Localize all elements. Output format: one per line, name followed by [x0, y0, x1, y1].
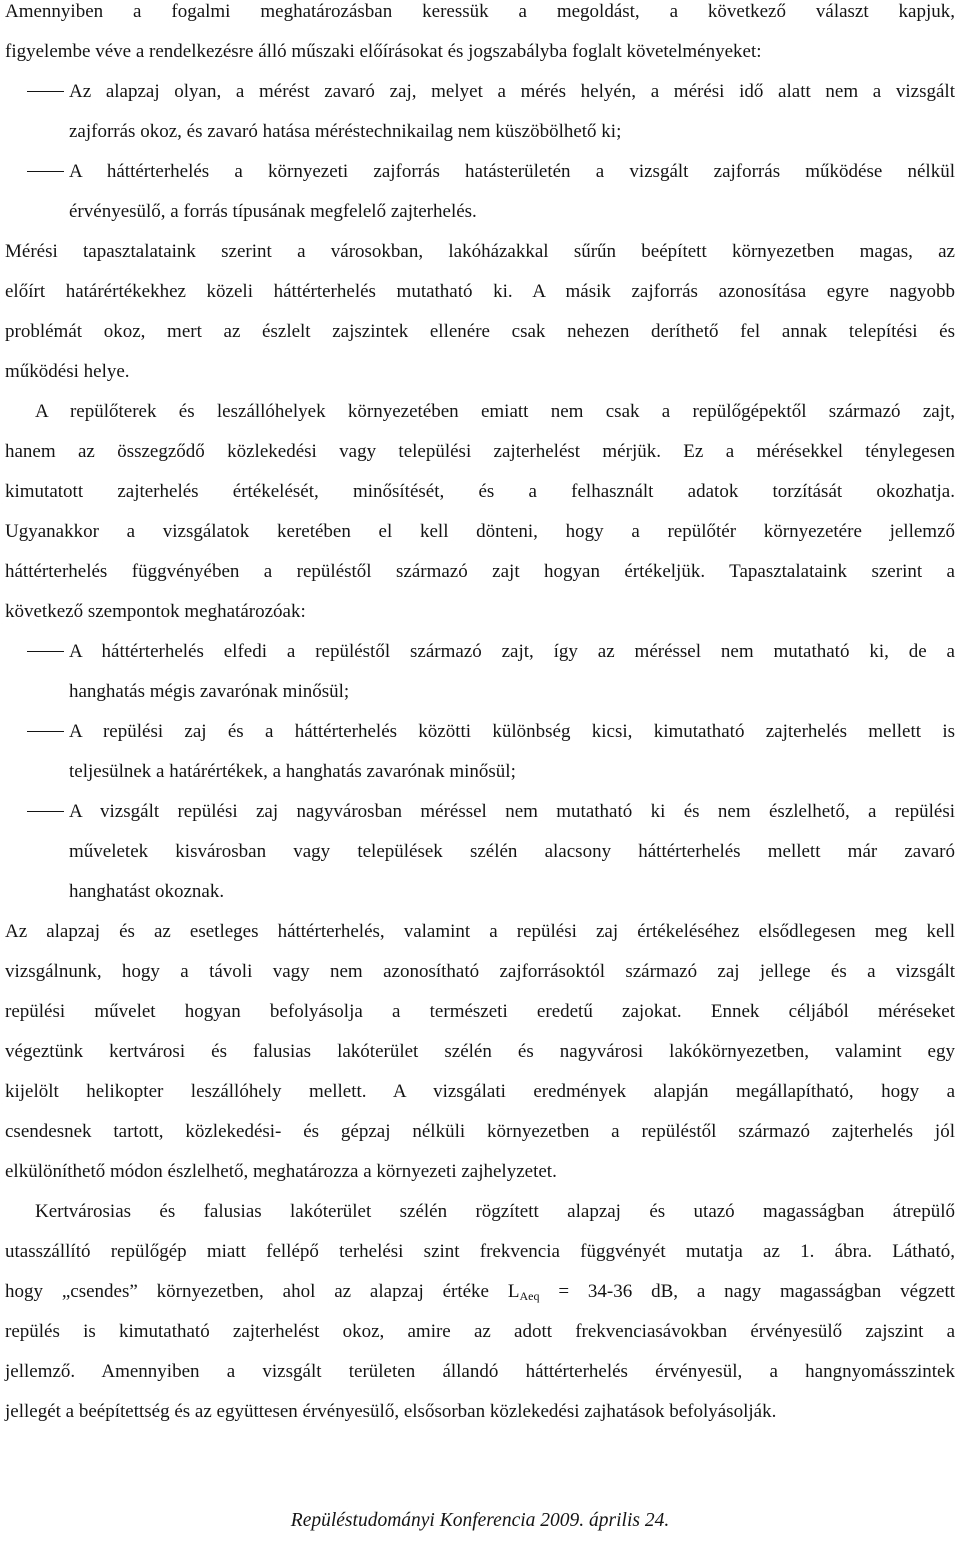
- text-line: háttérterhelés függvényében a repüléstől származó zajt hogyan értékeljük. Tapasztalataink szerint a: [5, 561, 955, 582]
- text-line: figyelembe véve a rendelkezésre álló műszaki előírásokat és jogszabályba foglalt követelményeket:: [5, 41, 762, 62]
- list-item: [5, 712, 955, 792]
- text-line: érvényesülő, a forrás típusának megfelelő zajterhelés.: [69, 201, 477, 222]
- text-line: A repülőterek és leszállóhelyek környezetében emiatt nem csak a repülőgépektől származó zajt,: [35, 401, 955, 422]
- text-line: Kertvárosias és falusias lakóterület szélén rögzített alapzaj és utazó magasságban átrepülő: [35, 1201, 955, 1222]
- paragraph: [5, 912, 955, 1192]
- text-line: következő szempontok meghatározóak:: [5, 601, 306, 622]
- text-line: kijelölt helikopter leszállóhely mellett. A vizsgálati eredmények alapján megállapítható, hogy a: [5, 1081, 955, 1102]
- dash-bullet-icon: [27, 651, 64, 652]
- page-footer: Repüléstudományi Konferencia 2009. április 24.: [290, 1510, 670, 1531]
- dash-bullet-icon: [27, 171, 64, 172]
- text-line: műveletek kisvárosban vagy települések szélén alacsony háttérterhelés mellett már zavaró: [69, 841, 955, 862]
- paragraph: [5, 392, 955, 632]
- list-item: [5, 152, 955, 232]
- list-item: [5, 72, 955, 152]
- paragraph: [5, 232, 955, 392]
- text-line: csendesnek tartott, közlekedési- és gépzaj nélküli környezetben a repüléstől származó zajterhelés jól: [5, 1121, 955, 1142]
- dash-bullet-icon: [27, 731, 64, 732]
- list-item: [5, 792, 955, 912]
- text-line: vizsgálnunk, hogy a távoli vagy nem azonosítható zajforrásoktól származó zaj jellege és a vizsgált: [5, 961, 955, 982]
- text-line: kimutatott zajterhelés értékelését, minősítését, és a felhasznált adatok torzítását okozhatja.: [5, 481, 955, 502]
- subscript: Aeq: [519, 1289, 540, 1303]
- text-line: Amennyiben a fogalmi meghatározásban keressük a megoldást, a következő választ kapjuk,: [5, 1, 955, 22]
- text-segment: = 34-36 dB, a nagy magasságban végzett: [539, 1281, 955, 1302]
- intro-paragraph: [5, 0, 955, 72]
- dash-bullet-icon: [27, 811, 64, 812]
- text-line: előírt határértékekhez közeli háttérterhelés mutatható ki. A másik zajforrás azonosítása egyre nagyobb: [5, 281, 955, 302]
- text-line: jellemző. Amennyiben a vizsgált területen állandó háttérterhelés érvényesül, a hangnyomásszintek: [5, 1361, 955, 1382]
- text-line: hanghatás mégis zavarónak minősül;: [69, 681, 350, 702]
- text-line: jellegét a beépítettség és az együttesen érvényesülő, elsősorban közlekedési zajhatások befolyásolják.: [5, 1401, 777, 1422]
- document-page: [5, 0, 955, 1432]
- text-line: hanem az összegződő közlekedési vagy települési zajterhelést mérjük. Ez a mérésekkel ténylegesen: [5, 441, 955, 462]
- text-line: Az alapzaj olyan, a mérést zavaró zaj, melyet a mérés helyén, a mérési idő alatt nem a vizsgált: [69, 81, 955, 102]
- text-line: hanghatást okoznak.: [69, 881, 225, 902]
- text-line: Mérési tapasztalataink szerint a városokban, lakóházakkal sűrűn beépített környezetben magas, az: [5, 241, 955, 262]
- text-segment: hogy „csendes” környezetben, ahol az alapzaj értéke L: [5, 1281, 520, 1302]
- text-line: végeztünk kertvárosi és falusias lakóterület szélén és nagyvárosi lakókörnyezetben, valamint egy: [5, 1041, 955, 1062]
- text-line: repülési művelet hogyan befolyásolja a természeti eredetű zajokat. Ennek céljából méréseket: [5, 1001, 955, 1022]
- text-line: A háttérterhelés elfedi a repüléstől származó zajt, így az méréssel nem mutatható ki, de a: [69, 641, 955, 662]
- list-item: [5, 632, 955, 712]
- text-line: zajforrás okoz, és zavaró hatása méréstechnikailag nem küszöbölhető ki;: [69, 121, 622, 142]
- text-line: A repülési zaj és a háttérterhelés közötti különbség kicsi, kimutatható zajterhelés mellett is: [69, 721, 955, 742]
- text-line: Az alapzaj és az esetleges háttérterhelés, valamint a repülési zaj értékeléséhez elsődlegesen meg kell: [5, 921, 955, 942]
- dash-bullet-icon: [27, 91, 64, 92]
- text-line: Ugyanakkor a vizsgálatok keretében el kell dönteni, hogy a repülőtér környezetére jellemző: [5, 521, 955, 542]
- paragraph: [5, 1192, 955, 1432]
- text-line: A vizsgált repülési zaj nagyvárosban méréssel nem mutatható ki és nem észlelhető, a repülési: [69, 801, 955, 822]
- text-line: működési helye.: [5, 361, 130, 382]
- text-line: repülés is kimutatható zajterhelést okoz, amire az adott frekvenciasávokban érvényesülő zajszint a: [5, 1321, 955, 1342]
- text-line: utasszállító repülőgép miatt fellépő terhelési szint frekvencia függvényét mutatja az 1. ábra. Látható,: [5, 1241, 955, 1262]
- text-line: [5, 1272, 955, 1312]
- text-line: A háttérterhelés a környezeti zajforrás hatásterületén a vizsgált zajforrás működése nélkül: [69, 161, 955, 182]
- text-line: problémát okoz, mert az észlelt zajszintek ellenére csak nehezen deríthető fel annak telepítési és: [5, 321, 955, 342]
- text-line: teljesülnek a határértékek, a hanghatás zavarónak minősül;: [69, 761, 516, 782]
- text-line: elkülöníthető módon észlelhető, meghatározza a környezeti zajhelyzetet.: [5, 1161, 557, 1182]
